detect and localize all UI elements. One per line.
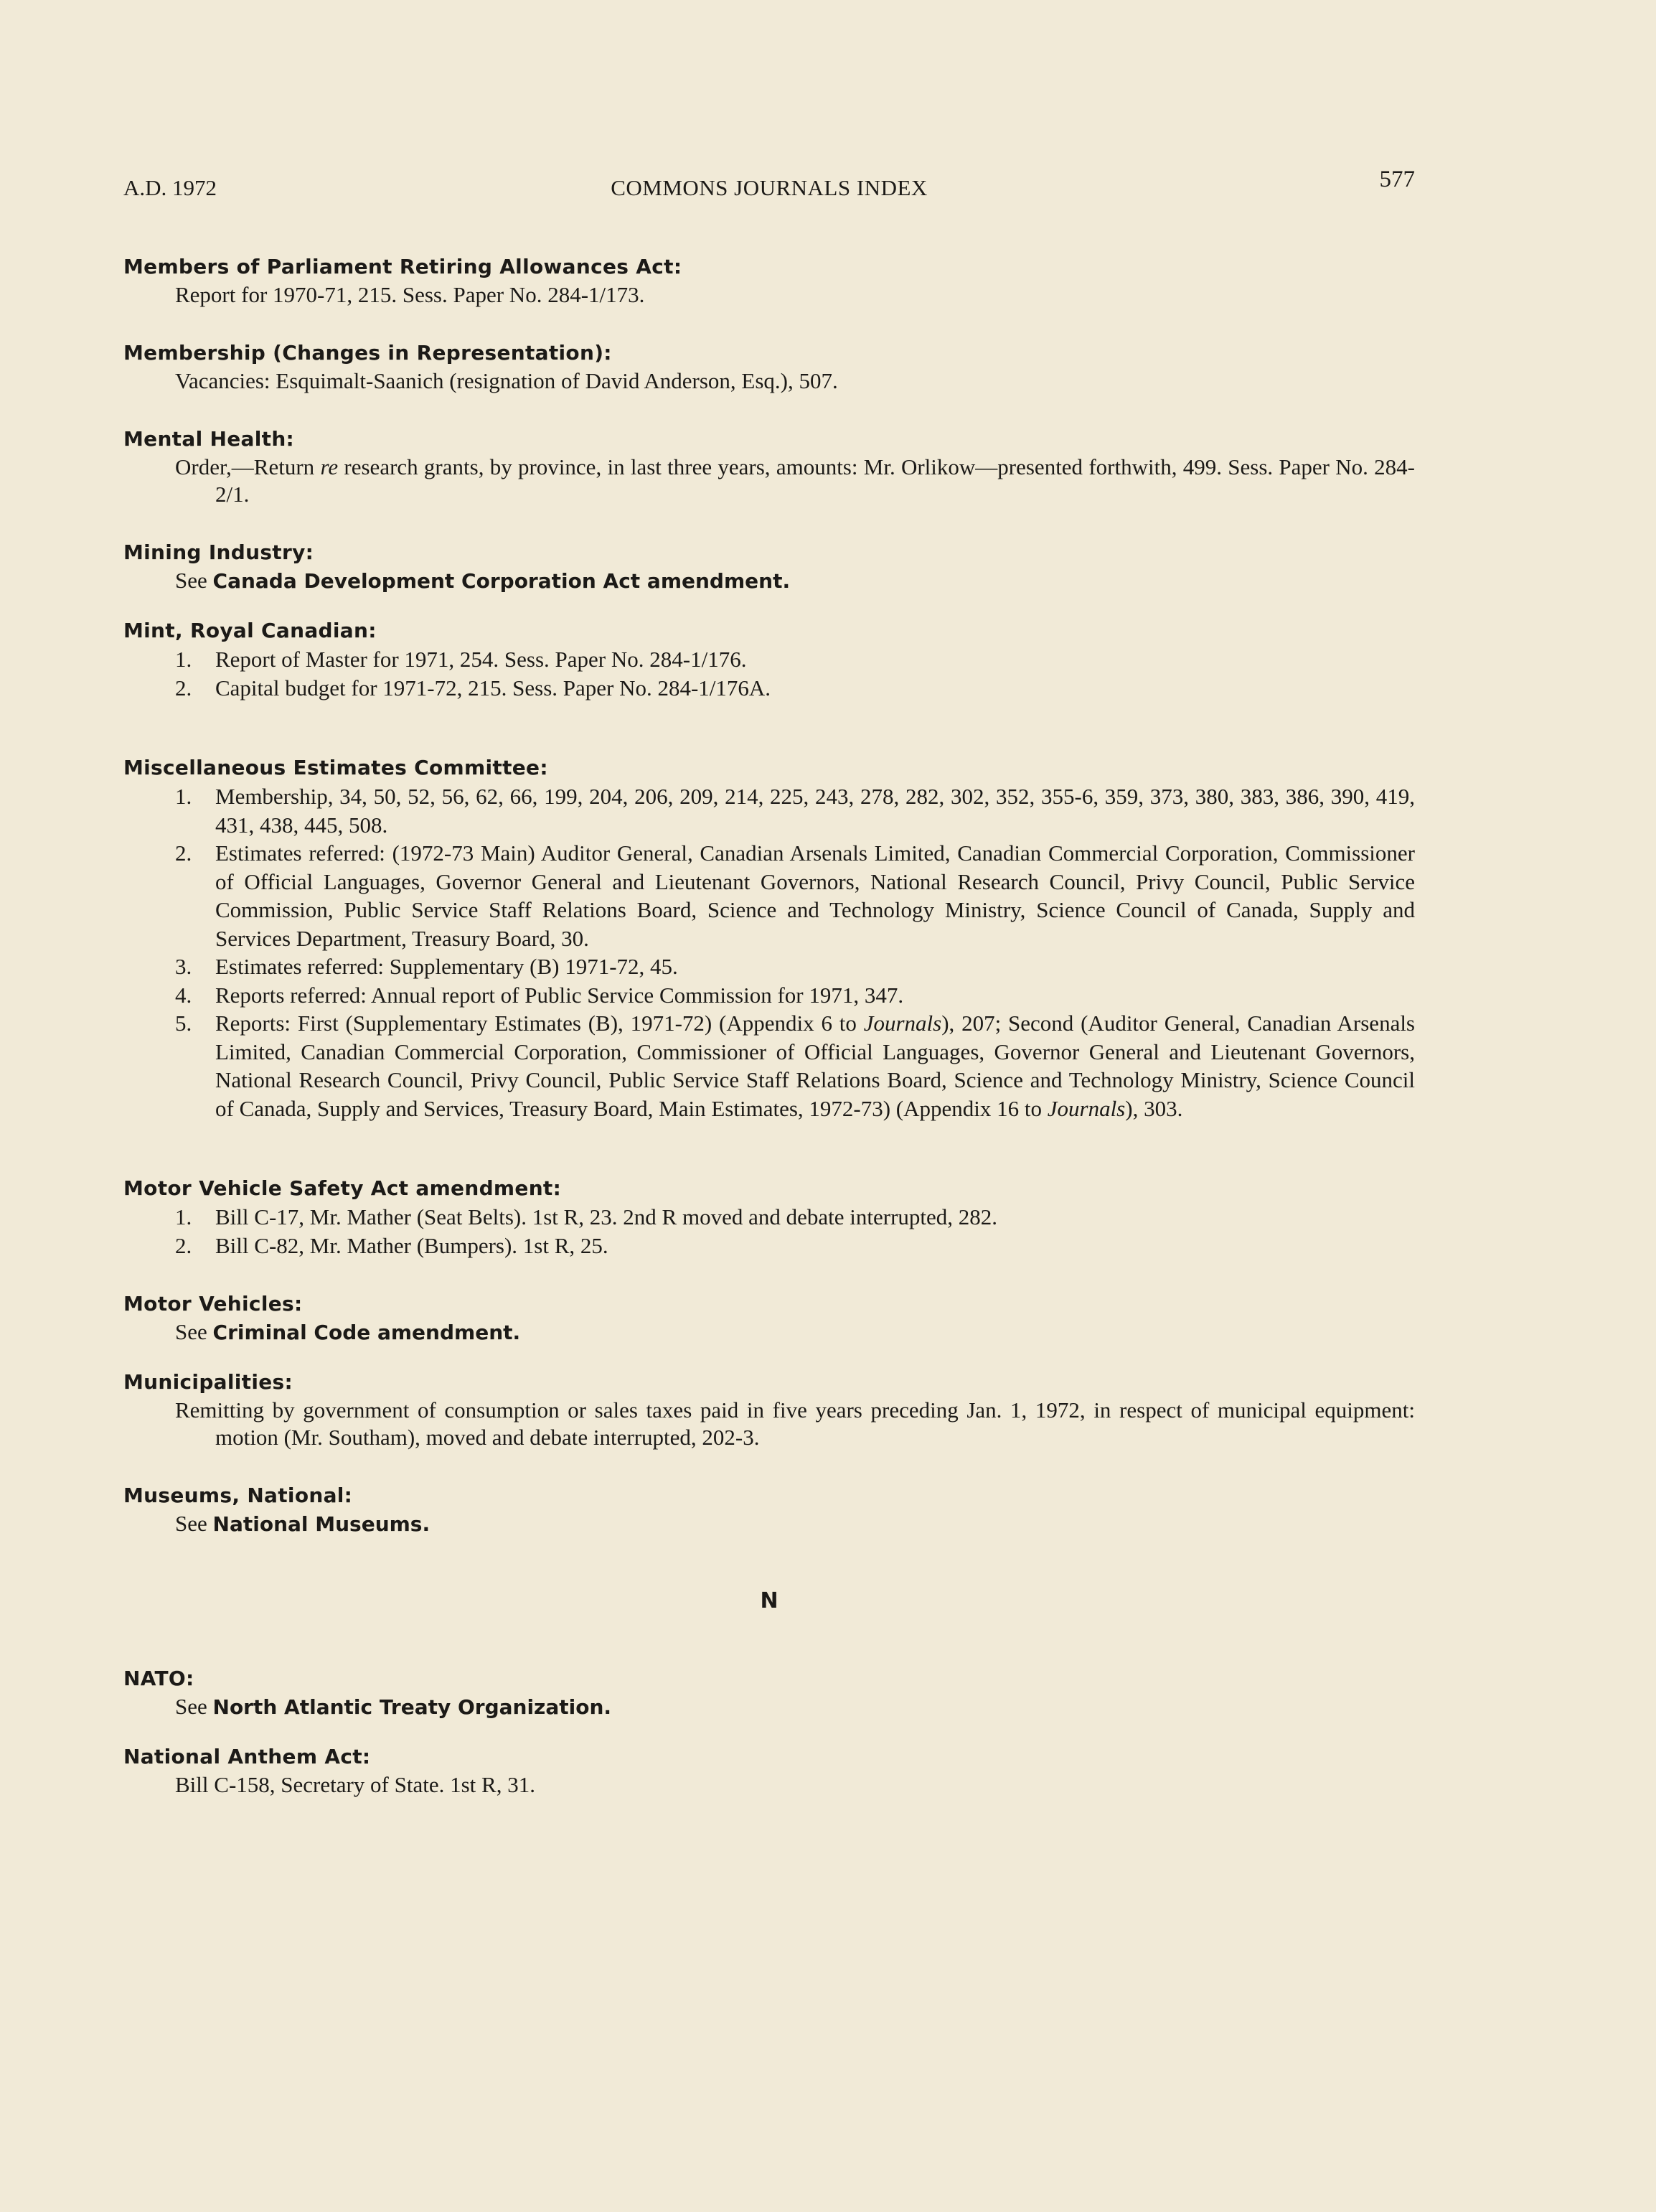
entry-line: Vacancies: Esquimalt-Saanich (resignation of David Anderson, Esq.), 507.: [175, 368, 838, 393]
entry-heading: Mining Industry:: [123, 540, 314, 564]
page-header: [123, 167, 1415, 210]
cross-reference: See Canada Development Corporation Act amendment.: [175, 568, 791, 593]
index-entry: [123, 1481, 1415, 1538]
entry-heading: Members of Parliament Retiring Allowances Act:: [123, 255, 682, 278]
entry-paragraph: Order,—Return re research grants, by province, in last three years, amounts: Mr. Orlikow—presented forthwith, 499. Sess. Paper No. 284-2/1.: [175, 454, 1415, 507]
index-entry: [123, 538, 1415, 595]
entry-list: [175, 1203, 1415, 1260]
entry-heading: Motor Vehicle Safety Act amendment:: [123, 1176, 562, 1200]
index-content: [123, 253, 1415, 1799]
entry-line: Bill C-158, Secretary of State. 1st R, 31.: [175, 1772, 535, 1797]
entry-list: [175, 782, 1415, 1123]
list-item: 1. Report of Master for 1971, 254. Sess. Paper No. 284-1/176.: [175, 647, 747, 672]
entry-line: Report for 1970-71, 215. Sess. Paper No. 284-1/173.: [175, 282, 645, 307]
list-item: 4. Reports referred: Annual report of Public Service Commission for 1971, 347.: [175, 982, 904, 1008]
entry-heading: Miscellaneous Estimates Committee:: [123, 756, 548, 779]
header-title: COMMONS JOURNALS INDEX: [611, 175, 928, 200]
list-item: 2. Bill C-82, Mr. Mather (Bumpers). 1st R, 25.: [175, 1232, 608, 1258]
index-entry: [123, 339, 1415, 395]
list-item: 2. Estimates referred: (1972-73 Main) Auditor General, Canadian Arsenals Limited, Canadian Commercial Corporation, Commissioner of Official Languages, Governor General and Lieutenant Governors, National Research Council, Privy Council, Public Service Commission, Public Service Staff Relations Board, Science and Technology Ministry, Science Council of Canada, Supply and Services Department, Treasury Board, 30.: [175, 840, 1415, 951]
cross-reference: See North Atlantic Treaty Organization.: [175, 1694, 612, 1719]
entry-heading: Museums, National:: [123, 1484, 353, 1507]
list-item: 5. Reports: First (Supplementary Estimates (B), 1971-72) (Appendix 6 to Journals), 207; Second (Auditor General, Canadian Arsenals Limited, Canadian Commercial Corporation, Commissioner of Official Languages, Governor General and Lieutenant Governors, National Research Council, Privy Council, Public Service Staff Relations Board, Science and Technology Ministry, Science Council of Canada, Supply and Services, Treasury Board, Main Estimates, 1972-73) (Appendix 16 to Journals), 303.: [175, 1011, 1416, 1121]
list-item: 1. Membership, 34, 50, 52, 56, 62, 66, 199, 204, 206, 209, 214, 225, 243, 278, 282, 302, 352, 355-6, 359, 373, 380, 383, 386, 390, 419, 431, 438, 445, 508.: [175, 784, 1415, 838]
index-entry: [123, 425, 1415, 508]
cross-reference: See National Museums.: [175, 1511, 431, 1536]
page-number: 577: [1379, 167, 1415, 192]
entry-heading: Motor Vehicles:: [123, 1292, 303, 1316]
index-entry: [123, 1290, 1415, 1346]
entry-heading: NATO:: [123, 1667, 194, 1690]
list-item: 2. Capital budget for 1971-72, 215. Sess. Paper No. 284-1/176A.: [175, 675, 771, 700]
header-year: A.D. 1972: [123, 175, 217, 200]
list-item: 3. Estimates referred: Supplementary (B) 1971-72, 45.: [175, 954, 678, 979]
entry-heading: National Anthem Act:: [123, 1745, 371, 1768]
entry-paragraph: Remitting by government of consumption or sales taxes paid in five years preceding Jan. 1, 1972, in respect of municipal equipment: motion (Mr. Southam), moved and debate interrupted, 202-3.: [175, 1397, 1415, 1450]
section-letter: N: [760, 1588, 778, 1613]
entry-heading: Municipalities:: [123, 1370, 293, 1394]
entry-heading: Mental Health:: [123, 427, 295, 451]
index-entry: [123, 1174, 1415, 1260]
entry-heading: Mint, Royal Canadian:: [123, 619, 377, 642]
list-item: 1. Bill C-17, Mr. Mather (Seat Belts). 1st R, 23. 2nd R moved and debate interrupted, 282.: [175, 1204, 998, 1229]
entry-list: [175, 645, 1415, 702]
index-entry: [123, 1368, 1415, 1451]
index-entry: [123, 253, 1415, 309]
index-entry: [123, 617, 1415, 702]
index-entry: [123, 1743, 1415, 1799]
index-entry: [123, 1664, 1415, 1721]
entry-heading: Membership (Changes in Representation):: [123, 341, 612, 365]
index-entry: [123, 754, 1415, 1123]
cross-reference: See Criminal Code amendment.: [175, 1319, 521, 1344]
